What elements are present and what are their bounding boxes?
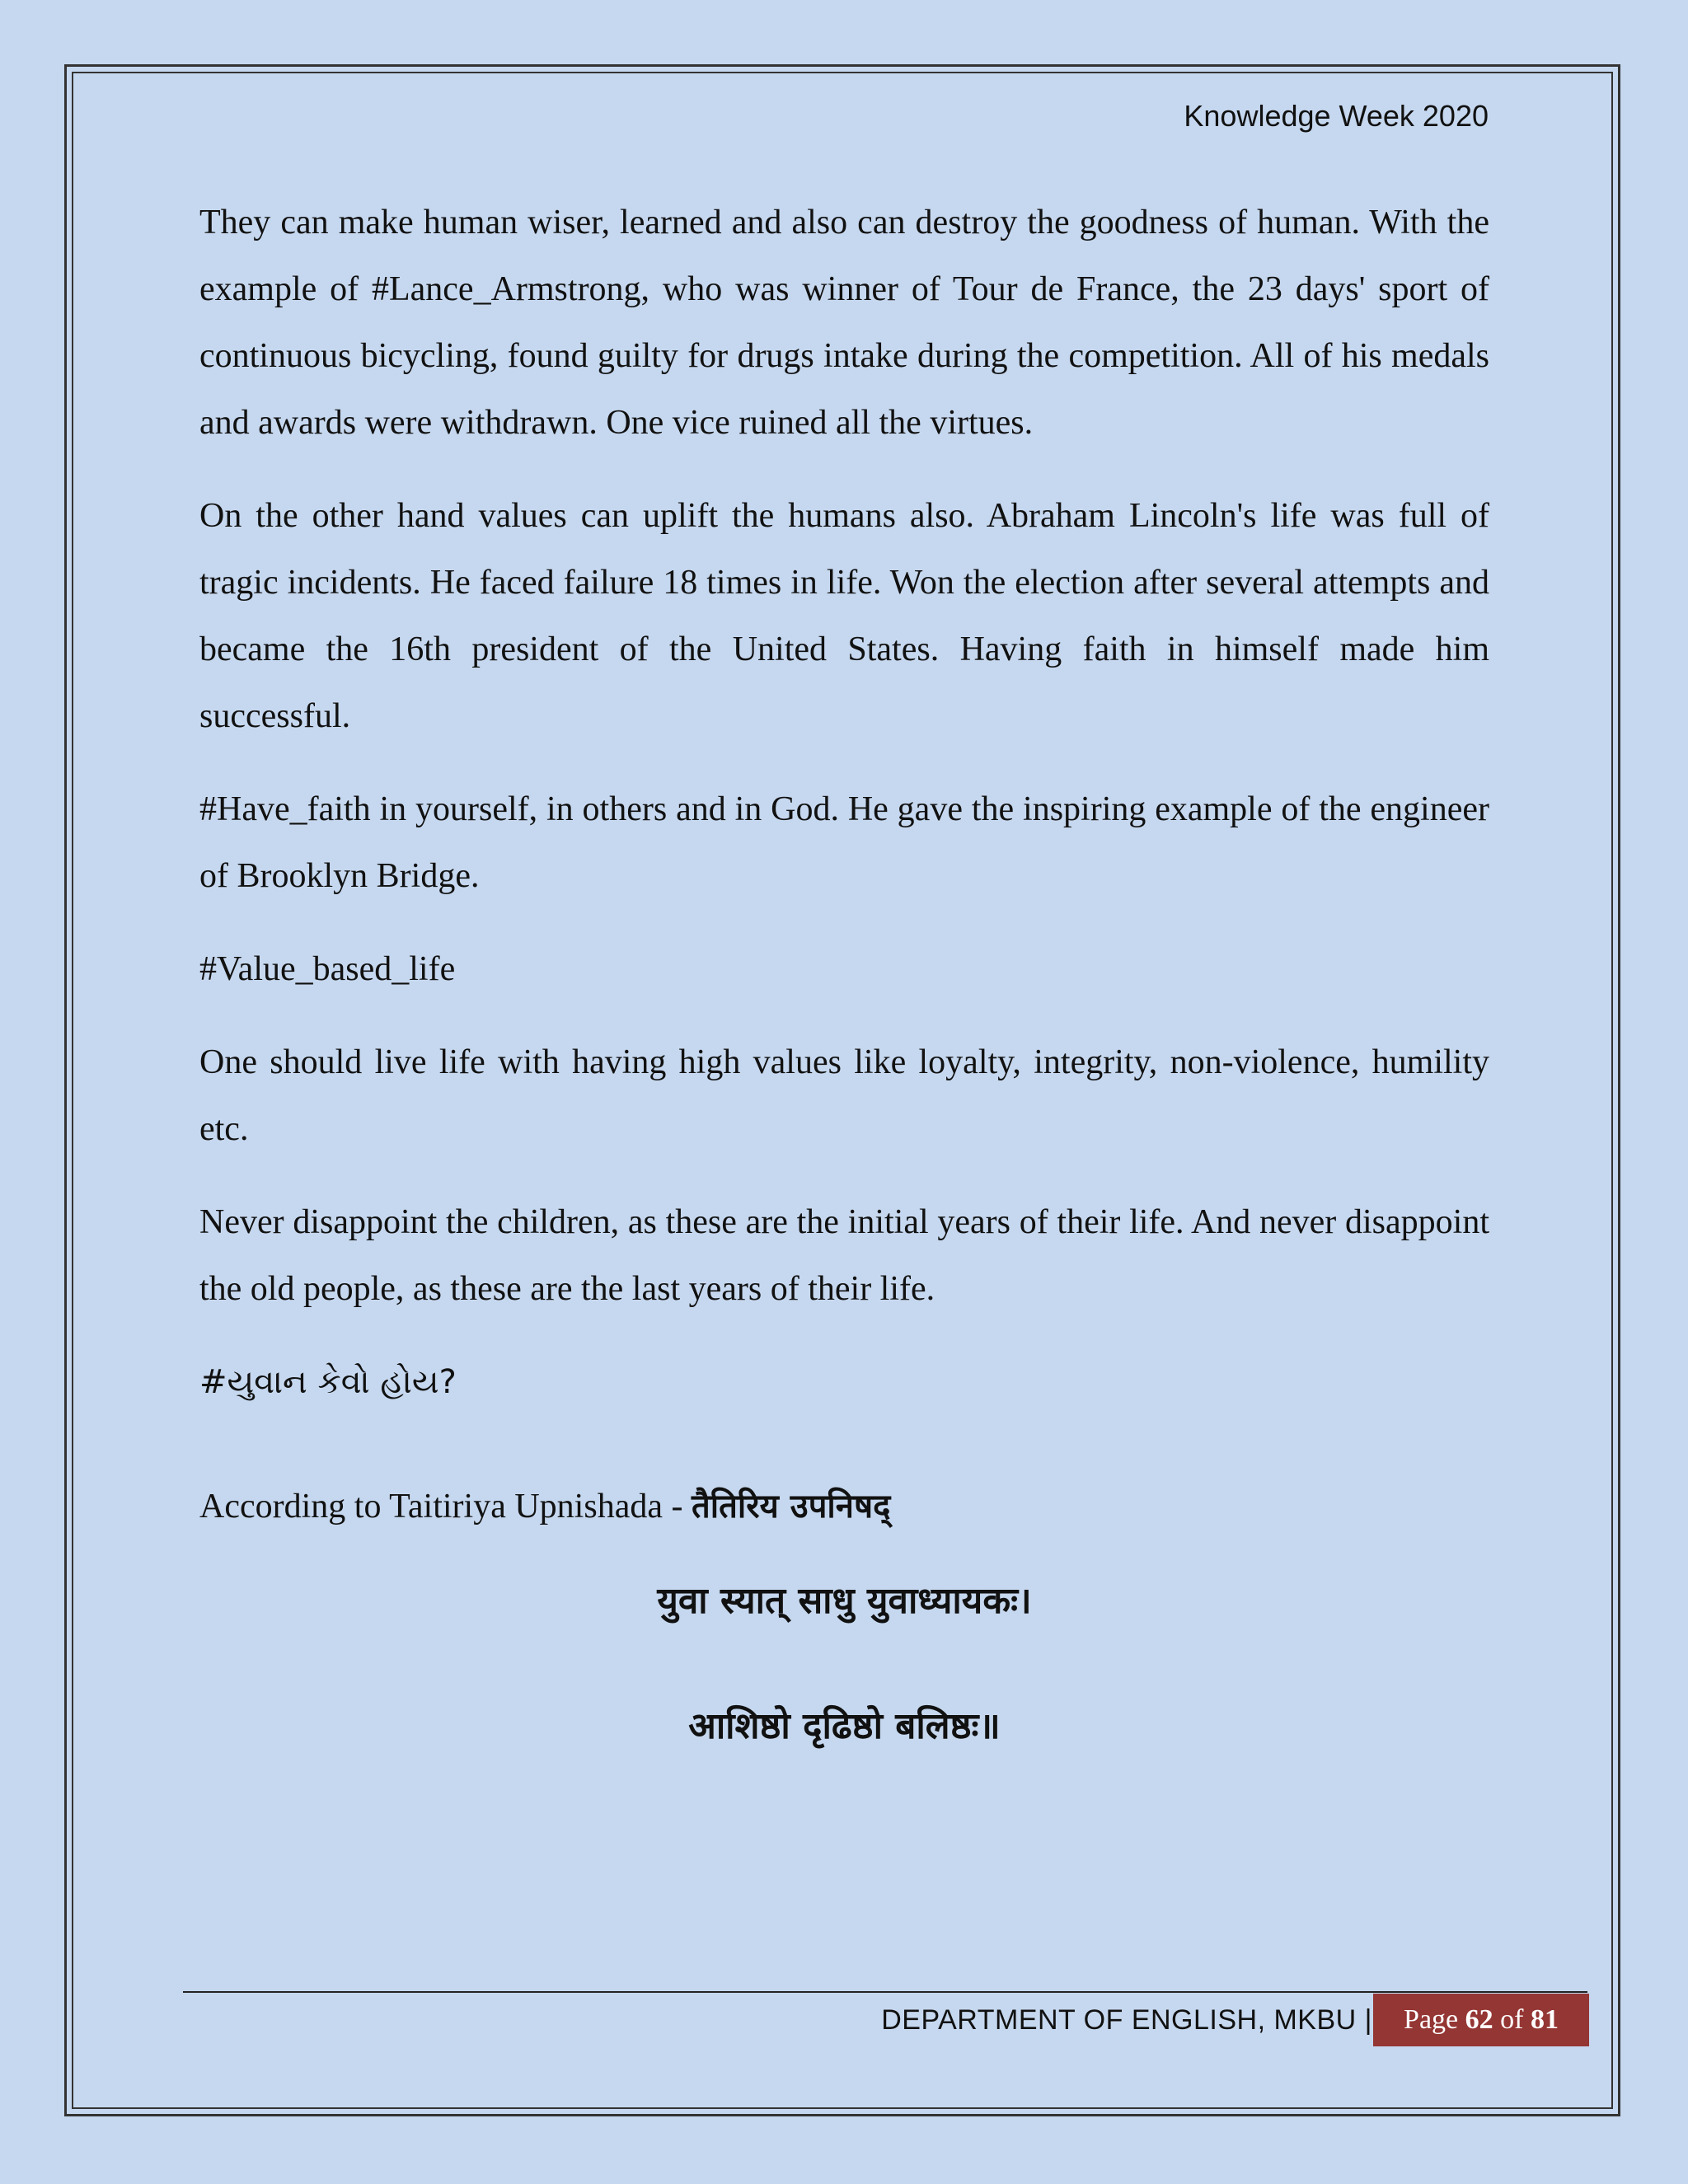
paragraph-high-values: One should live life with having high values like loyalty, integrity, non-violence, humility etc. — [199, 1043, 1489, 1148]
page-body — [199, 190, 1489, 1751]
paragraph-lincoln: On the other hand values can uplift the humans also. Abraham Lincoln's life was full of tragic incidents. He faced failure 18 times in life. Won the election after several attempts and became the 16th president of the United States. Having faith in himself made him successful. — [199, 497, 1489, 735]
page-current: 62 — [1465, 2004, 1493, 2035]
paragraph-never-disappoint: Never disappoint the children, as these are the initial years of their life. And never disappoint the old people, as these are the last years of their life. — [199, 1203, 1489, 1308]
source-line — [199, 1474, 1489, 1540]
page-label: Page — [1404, 2004, 1459, 2035]
paragraph-have-faith: #Have_faith in yourself, in others and in God. He gave the inspiring example of the engineer of Brooklyn Bridge. — [199, 790, 1489, 895]
page-number-badge — [1373, 1994, 1589, 2046]
page-of-label: of — [1500, 2004, 1524, 2035]
paragraph-value-based-life: #Value_based_life — [199, 950, 456, 988]
page-total: 81 — [1530, 2004, 1559, 2035]
verse-line-1: युवा स्यात् साधु युवाध्यायकः। — [657, 1580, 1032, 1622]
source-line-devanagari: तैतिरिय उपनिषद् — [691, 1488, 891, 1526]
footer-department: DEPARTMENT OF ENGLISH, MKBU | — [881, 2004, 1372, 2036]
source-line-text: According to Taitiriya Upnishada - — [199, 1488, 692, 1526]
running-header: Knowledge Week 2020 — [1184, 99, 1489, 133]
verse-line-2: आशिष्ठो दृढिष्ठो बलिष्ठः॥ — [688, 1705, 1001, 1747]
paragraph-lance-armstrong: They can make human wiser, learned and also can destroy the goodness of human. With the example of #Lance_Armstrong, who was winner of Tour de France, the 23 days' sport of continuous bicycling, found guilty for drugs intake during the competition. All of his medals and awards were withdrawn. One vice ruined all the virtues. — [199, 204, 1489, 442]
gujarati-heading: #યુવાન કેવો હોય? — [199, 1363, 457, 1401]
footer-rule — [183, 1991, 1587, 1993]
